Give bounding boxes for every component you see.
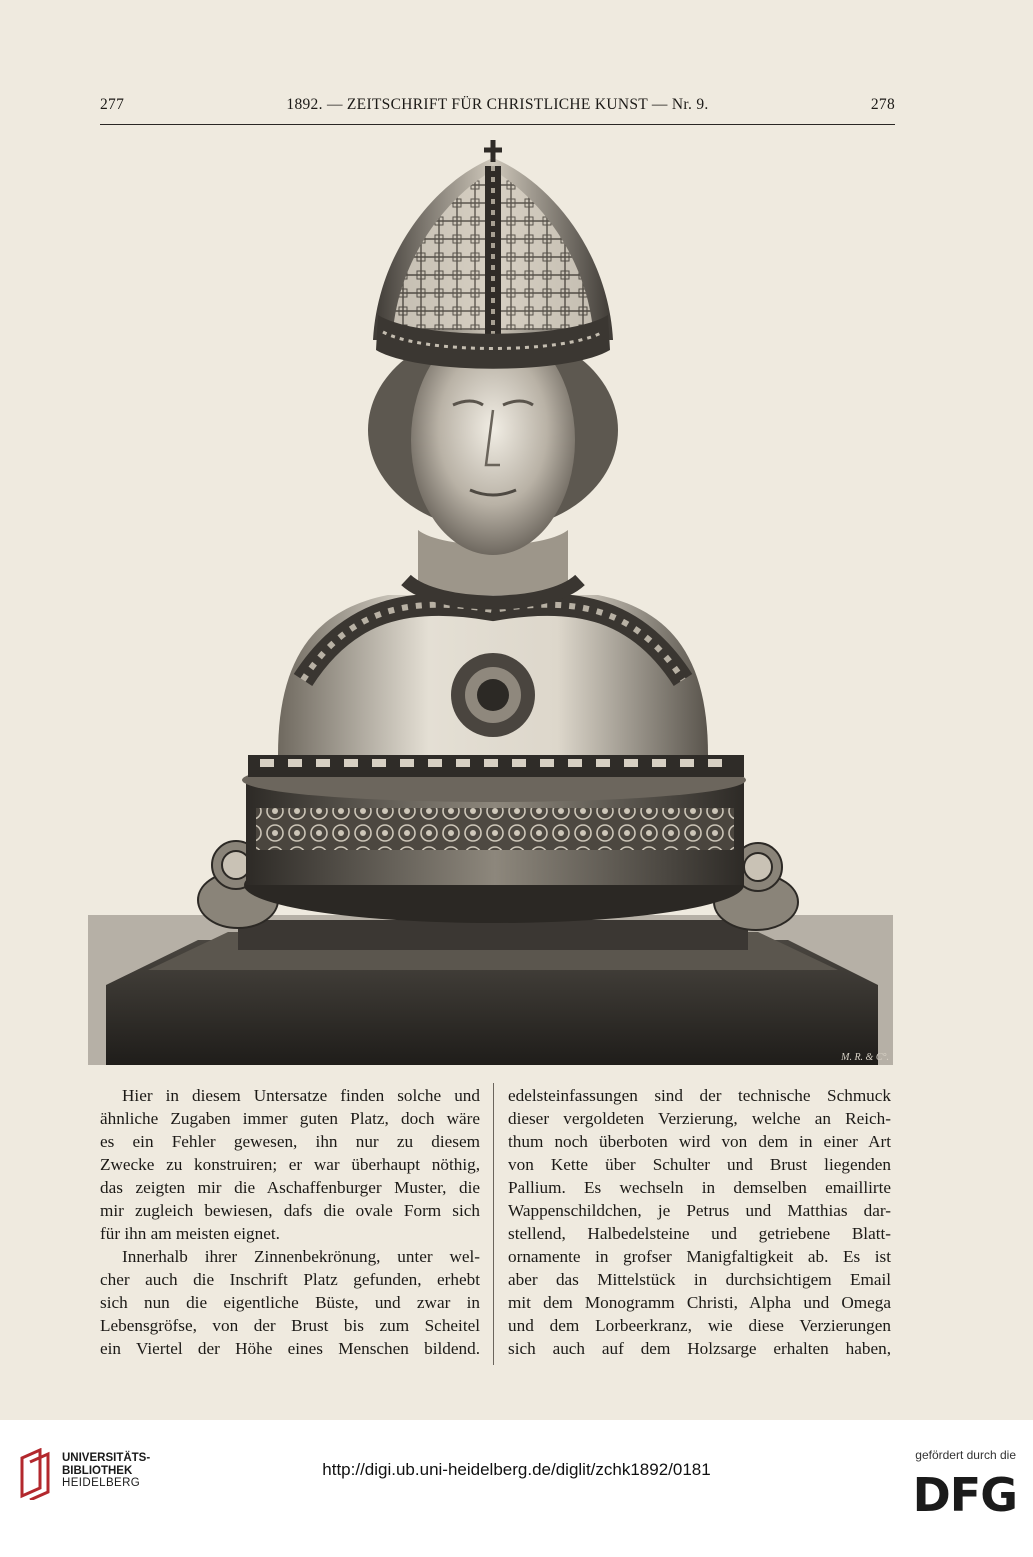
text-line: sich auch auf dem Holzsarge erhalten haben, bbox=[508, 1339, 891, 1358]
page-number-right: 278 bbox=[870, 96, 895, 113]
text-line: sich nun die eigentliche Büste, und zwar in bbox=[100, 1293, 480, 1312]
text-line: für ihn am meisten eignet. bbox=[100, 1224, 280, 1243]
institution-line: HEIDELBERG bbox=[62, 1477, 141, 1489]
institution-line: BIBLIOTHEK bbox=[62, 1464, 133, 1477]
text-line: Lebensgröfse, von der Brust bis zum Scheitel bbox=[100, 1316, 480, 1335]
column-divider bbox=[493, 1083, 494, 1365]
text-line: es ein Fehler gewesen, ihn nur zu diesem bbox=[100, 1132, 480, 1151]
text-line: cher auch die Inschrift Platz gefunden, erhebt bbox=[100, 1270, 480, 1289]
text-line: ornamente in grofser Manigfaltigkeit ab. Es ist bbox=[508, 1247, 891, 1266]
header-rule bbox=[100, 124, 895, 125]
text-line: ähnliche Zugaben immer guten Platz, doch wäre bbox=[100, 1109, 480, 1128]
text-line: Pallium. Es wechseln in demselben emaillirte bbox=[508, 1178, 891, 1197]
funded-by-label: gefördert durch die bbox=[915, 1448, 1016, 1462]
text-line: stellend, Halbedelsteine und getriebene Blatt- bbox=[508, 1224, 891, 1243]
permalink-url[interactable]: http://digi.ub.uni-heidelberg.de/diglit/zchk1892/0181 bbox=[322, 1460, 711, 1479]
text-line: mir zugleich bewiesen, dafs die ovale Form sich bbox=[100, 1201, 480, 1220]
text-line: edelsteinfassungen sind der technische Schmuck bbox=[508, 1086, 891, 1105]
text-line: Hier in diesem Untersatze finden solche und bbox=[122, 1086, 480, 1105]
text-line: dieser vergoldeten Verzierung, welche an Reich- bbox=[508, 1109, 891, 1128]
dfg-logo: DFG bbox=[912, 1468, 1017, 1522]
digitization-footer bbox=[0, 1420, 1033, 1557]
reliquary-bust-illustration bbox=[88, 140, 893, 1065]
text-line: mit dem Monogramm Christi, Alpha und Omega bbox=[508, 1293, 891, 1312]
text-line: das zeigten mir die Aschaffenburger Muster, die bbox=[100, 1178, 480, 1197]
text-line: von Kette über Schulter und Brust liegenden bbox=[508, 1155, 891, 1174]
text-line: thum noch überboten wird von dem in einer Art bbox=[508, 1132, 891, 1151]
running-header bbox=[100, 96, 895, 118]
page-number-left: 277 bbox=[100, 96, 125, 113]
text-line: und dem Lorbeerkranz, wie diese Verzierungen bbox=[508, 1316, 891, 1335]
text-line: Zwecke zu konstruiren; er war überhaupt nöthig, bbox=[100, 1155, 480, 1174]
reliquary-bust-plate bbox=[88, 140, 893, 1065]
institution-line: UNIVERSITÄTS- bbox=[62, 1452, 151, 1464]
text-line: ein Viertel der Höhe eines Menschen bildend. bbox=[100, 1339, 480, 1358]
text-line: Wappenschildchen, je Petrus und Matthias dar- bbox=[508, 1201, 891, 1220]
center-medallion bbox=[451, 653, 535, 737]
journal-title: 1892. — ZEITSCHRIFT FÜR CHRISTLICHE KUNST — Nr. 9. bbox=[286, 96, 709, 113]
engraver-signature: M. R. & C°. bbox=[841, 1052, 889, 1063]
text-line: aber das Mittelstück in durchsichtigem Email bbox=[508, 1270, 891, 1289]
text-line: Innerhalb ihrer Zinnenbekrönung, unter wel- bbox=[122, 1247, 480, 1266]
